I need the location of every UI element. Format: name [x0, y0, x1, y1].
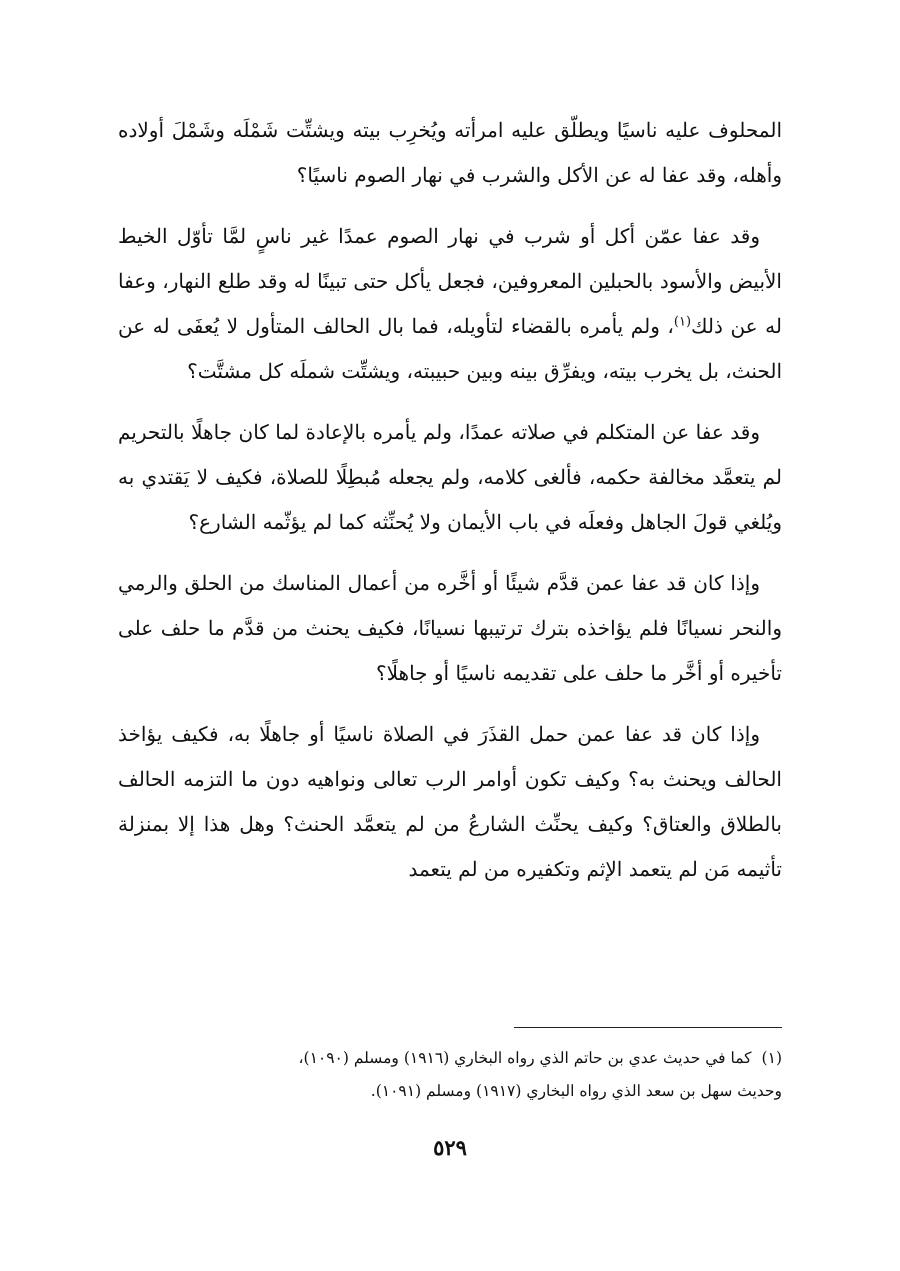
footnote-1-line-2: وحديث سهل بن سعد الذي رواه البخاري (١٩١٧) ومسلم (١٠٩١). — [370, 1082, 782, 1100]
paragraph-5: وإذا كان قد عفا عمن حمل القذَرَ في الصلاة ناسيًا أو جاهلًا به، فكيف يؤاخذ الحالف ويحنث به؟ وكيف تكون أوامر الرب تعالى ونواهيه دون ما التزمه الحالف بالطلاق والعتاق؟ وكيف يحنِّث الشارعُ من لم يتعمَّد الحنث؟ وهل هذا إلا بمنزلة تأثيمه مَن لم يتعمد الإثم وتكفيره من لم يتعمد — [118, 722, 782, 881]
paragraph-3: وقد عفا عن المتكلم في صلاته عمدًا، ولم يأمره بالإعادة لما كان جاهلًا بالتحريم لم يتعمَّد مخالفة حكمه، فألغى كلامه، ولم يجعله مُبطِلًا للصلاة، فكيف لا يَقتدي به ويُلغي قولَ الجاهل وفعلَه في باب الأيمان ولا يُحنِّثه كما لم يؤثّمه الشارع؟ — [118, 420, 782, 534]
footnote-reference[interactable]: (١) — [673, 314, 692, 330]
footnote-1-line-1 — [118, 1042, 782, 1075]
paragraph-2 — [118, 214, 782, 394]
footnote-text: كما في حديث عدي بن حاتم الذي رواه البخاري (١٩١٦) ومسلم (١٠٩٠)، — [298, 1049, 752, 1067]
footnote-number: (١) — [761, 1049, 782, 1067]
paragraph-1: المحلوف عليه ناسيًا ويطلّق عليه امرأته ويُخرِب بيته ويشتِّت شَمْلَه وشَمْلَ أولاده وأهله، وقد عفا له عن الأكل والشرب في نهار الصوم ناسيًا؟ — [118, 118, 782, 187]
footnotes — [118, 1042, 782, 1108]
page-number: ٥٢٩ — [433, 1135, 467, 1160]
paragraph-2-text: وقد عفا عمّن أكل أو شرب في نهار الصوم عمدًا غير ناسٍ لمَّا تأوّل الخيط الأبيض والأسود بالحبلين المعروفين، فجعل يأكل حتى تبينًا له وقد طلع النهار، وعفا له عن ذلك — [118, 224, 782, 338]
page-body — [118, 108, 782, 908]
paragraph-2-continuation: ، ولم يأمره بالقضاء لتأويله، فما بال الحالف المتأول لا يُعفَى له عن الحنث، بل يخرب بيته، ويفرِّق بينه وبين حبيبته، ويشتِّت شملَه كل مشتَّت؟ — [118, 314, 782, 383]
footnote-separator — [514, 1027, 782, 1028]
paragraph-4: وإذا كان قد عفا عمن قدَّم شيئًا أو أخَّره من أعمال المناسك من الحلق والرمي والنحر نسيانًا فلم يؤاخذه بترك ترتيبها نسيانًا، فكيف يحنث من قدَّم ما حلف على تأخيره أو أخَّر ما حلف على تقديمه ناسيًا أو جاهلًا؟ — [118, 571, 782, 685]
